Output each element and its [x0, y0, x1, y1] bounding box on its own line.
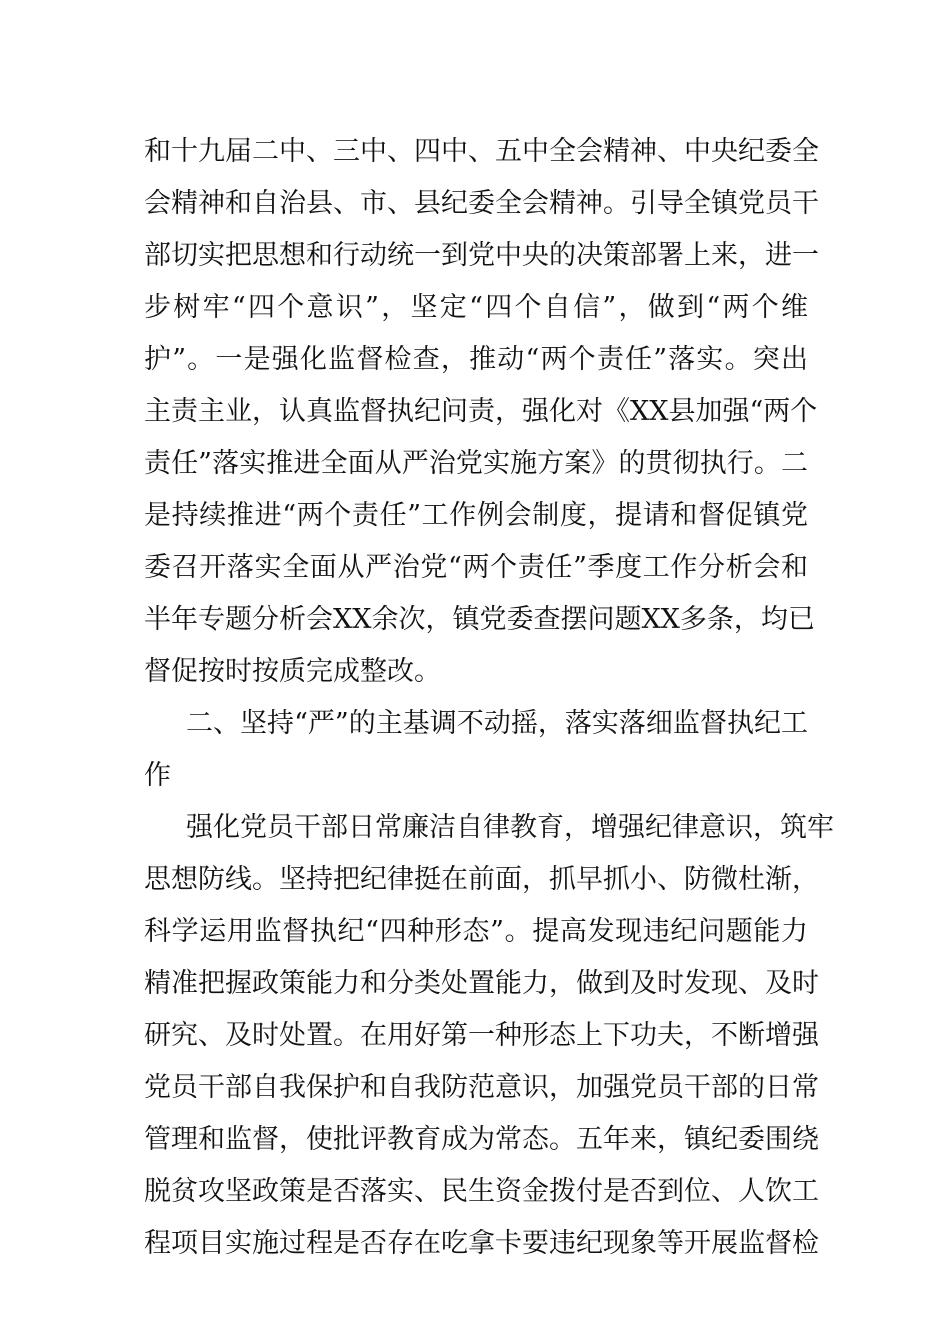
text-line: 管理和监督，使批评教育成为常态。五年来，镇纪委围绕	[144, 1124, 819, 1155]
text-line: 会精神和自治县、市、县纪委全会精神。引导全镇党员干	[144, 188, 819, 219]
text-line: 护”。一是强化监督检查，推动“两个责任”落实。突出	[144, 344, 808, 375]
text-line: 脱贫攻坚政策是否落实、民生资金拨付是否到位、人饮工	[144, 1176, 819, 1207]
text-line: 思想防线。坚持把纪律挺在前面，抓早抓小、防微杜渐，	[144, 864, 819, 895]
section-heading-continued: 作	[144, 760, 171, 791]
body-text	[144, 126, 834, 1270]
text-line: 部切实把思想和行动统一到党中央的决策部署上来，进一	[144, 240, 819, 271]
text-line: 督促按时按质完成整改。	[144, 656, 441, 687]
text-line: 步树牢“四个意识”，坚定“四个自信”，做到“两个维	[144, 292, 808, 323]
text-line: 研究、及时处置。在用好第一种形态上下功夫，不断增强	[144, 1020, 819, 1051]
section-heading: 二、坚持“严”的主基调不动摇，落实落细监督执纪工	[186, 708, 808, 739]
text-line: 精准把握政策能力和分类处置能力，做到及时发现、及时	[144, 968, 819, 999]
text-line: 委召开落实全面从严治党“两个责任”季度工作分析会和	[144, 552, 808, 583]
text-line: 和十九届二中、三中、四中、五中全会精神、中央纪委全	[144, 136, 819, 167]
text-line: 程项目实施过程是否存在吃拿卡要违纪现象等开展监督检	[144, 1228, 819, 1259]
text-line: 是持续推进“两个责任”工作例会制度，提请和督促镇党	[144, 500, 808, 531]
text-line: 强化党员干部日常廉洁自律教育，增强纪律意识，筑牢	[186, 812, 834, 843]
text-line: 主责主业，认真监督执纪问责，强化对《XX县加强“两个	[144, 396, 818, 427]
text-line: 半年专题分析会XX余次，镇党委查摆问题XX多条，均已	[144, 604, 815, 635]
text-line: 科学运用监督执纪“四种形态”。提高发现违纪问题能力	[144, 916, 808, 947]
text-line: 责任”落实推进全面从严治党实施方案》的贯彻执行。二	[144, 448, 808, 479]
text-line: 党员干部自我保护和自我防范意识，加强党员干部的日常	[144, 1072, 819, 1103]
